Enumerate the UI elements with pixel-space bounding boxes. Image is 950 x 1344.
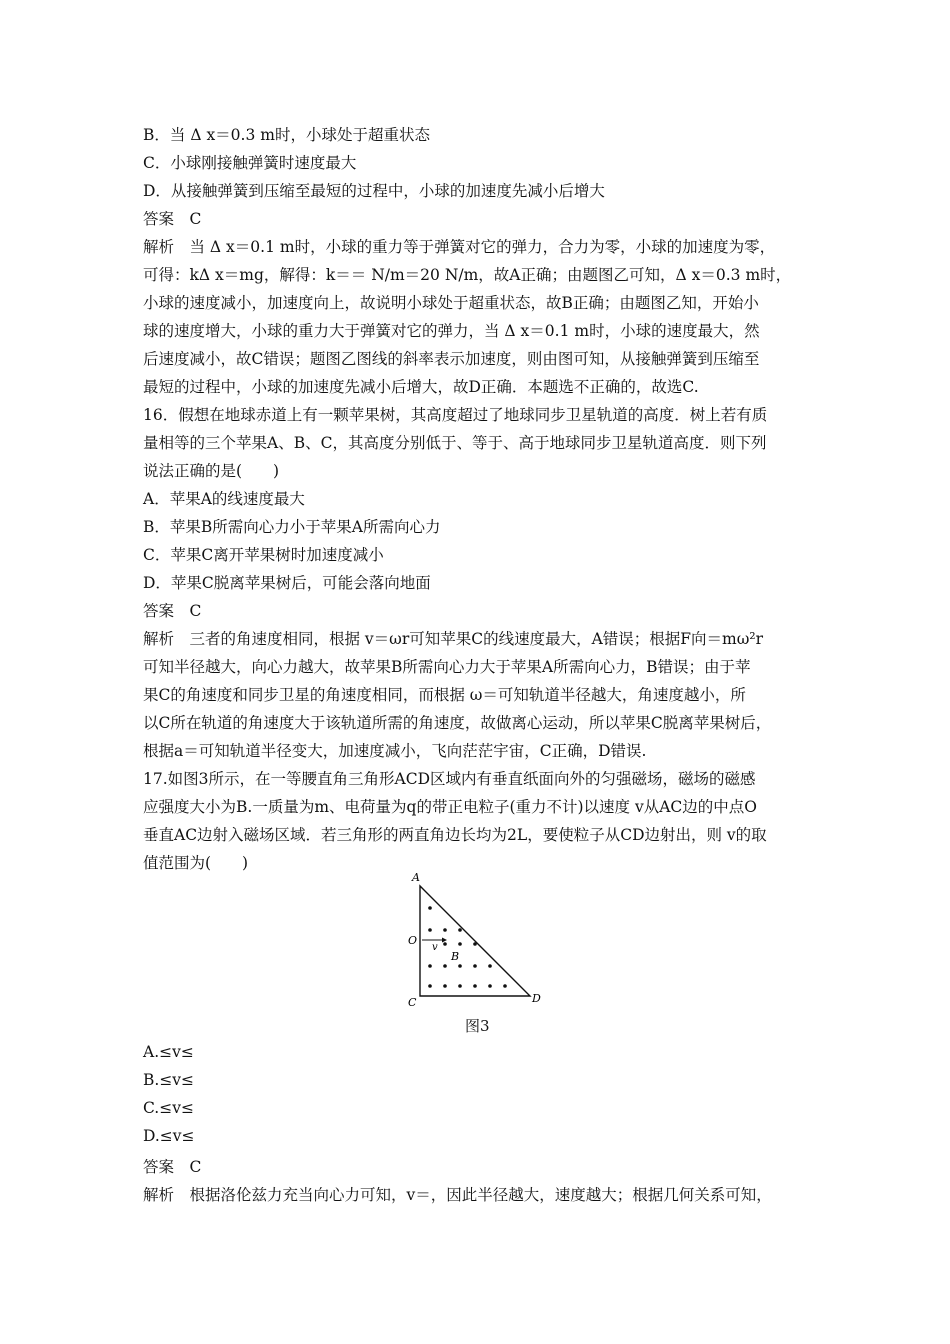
- option-c-line: C．小球刚接触弹簧时速度最大: [143, 154, 357, 172]
- option-a-line: A．苹果A的线速度最大: [143, 490, 305, 508]
- label-v: v: [432, 942, 438, 953]
- option-d-line: D．苹果C脱离苹果树后，可能会落向地面: [143, 574, 431, 592]
- question-17-line: 值范围为( ): [143, 854, 249, 872]
- option-c-line: C.≤v≤: [143, 1099, 194, 1117]
- question-17-line: 垂直AC边射入磁场区域．若三角形的两直角边长均为2L，要使粒子从CD边射出，则 v的取: [143, 826, 767, 844]
- figure-3-triangle-field: [400, 868, 550, 1008]
- option-c-line: C．苹果C离开苹果树时加速度减小: [143, 546, 384, 564]
- option-a-line: A.≤v≤: [143, 1043, 194, 1061]
- answer-line: 答案 C: [143, 1158, 202, 1176]
- analysis-line: 解析 当 Δ x＝0.1 m时，小球的重力等于弹簧对它的弹力，合力为零，小球的加速度为零，: [143, 238, 776, 256]
- analysis-line: 可得：kΔ x＝mg，解得：k＝＝ N/m＝20 N/m，故A正确；由题图乙可知，Δ x＝0.3 m时，: [143, 266, 792, 284]
- option-b-line: B.≤v≤: [143, 1071, 195, 1089]
- analysis-line: 以C所在轨道的角速度大于该轨道所需的角速度，故做离心运动，所以苹果C脱离苹果树后，: [143, 714, 772, 732]
- option-b-line: B．当 Δ x＝0.3 m时，小球处于超重状态: [143, 126, 430, 144]
- label-o: O: [408, 934, 418, 947]
- figure-caption: 图3: [465, 1017, 490, 1035]
- label-a: A: [412, 871, 420, 884]
- question-16-line: 说法正确的是( ): [143, 462, 280, 480]
- analysis-line: 果C的角速度和同步卫星的角速度相同，而根据 ω＝可知轨道半径越大，角速度越小，所: [143, 686, 746, 704]
- analysis-line: 小球的速度减小，加速度向上，故说明小球处于超重状态，故B正确；由题图乙知，开始小: [143, 294, 759, 312]
- label-b: B: [451, 950, 460, 963]
- label-d: D: [532, 992, 541, 1005]
- answer-line: 答案 C: [143, 602, 202, 620]
- velocity-arrowhead: [442, 938, 447, 943]
- triangle-acd: [420, 886, 530, 996]
- option-d-line: D．从接触弹簧到压缩至最短的过程中，小球的加速度先减小后增大: [143, 182, 605, 200]
- question-17-line: 17.如图3所示，在一等腰直角三角形ACD区域内有垂直纸面向外的匀强磁场，磁场的磁感: [143, 770, 756, 788]
- option-b-line: B．苹果B所需向心力小于苹果A所需向心力: [143, 518, 441, 536]
- label-c: C: [408, 996, 417, 1008]
- magnetic-field-dots: [428, 906, 507, 988]
- answer-line: 答案 C: [143, 210, 202, 228]
- analysis-line: 后速度减小，故C错误；题图乙图线的斜率表示加速度，则由图可知，从接触弹簧到压缩至: [143, 350, 760, 368]
- analysis-line: 最短的过程中，小球的加速度先减小后增大，故D正确．本题选不正确的，故选C.: [143, 378, 699, 396]
- analysis-line: 解析 根据洛伦兹力充当向心力可知，v＝，因此半径越大，速度越大；根据几何关系可知，: [143, 1186, 772, 1204]
- option-d-line: D.≤v≤: [143, 1127, 195, 1145]
- question-17-line: 应强度大小为B.一质量为m、电荷量为q的带正电粒子(重力不计)以速度 v从AC边的中点O: [143, 798, 757, 816]
- analysis-line: 可知半径越大，向心力越大，故苹果B所需向心力大于苹果A所需向心力，B错误；由于苹: [143, 658, 751, 676]
- question-16-line: 16．假想在地球赤道上有一颗苹果树，其高度超过了地球同步卫星轨道的高度．树上若有质: [143, 406, 768, 424]
- triangle-diagram: [400, 868, 550, 1008]
- analysis-line: 根据a＝可知轨道半径变大，加速度减小，飞向茫茫宇宙，C正确，D错误.: [143, 742, 647, 760]
- question-16-line: 量相等的三个苹果A、B、C，其高度分别低于、等于、高于地球同步卫星轨道高度．则下列: [143, 434, 767, 452]
- analysis-line: 球的速度增大，小球的重力大于弹簧对它的弹力，当 Δ x＝0.1 m时，小球的速度最大，然: [143, 322, 760, 340]
- analysis-line: 解析 三者的角速度相同，根据 v＝ωr可知苹果C的线速度最大，A错误；根据F向＝mω²r: [143, 630, 764, 648]
